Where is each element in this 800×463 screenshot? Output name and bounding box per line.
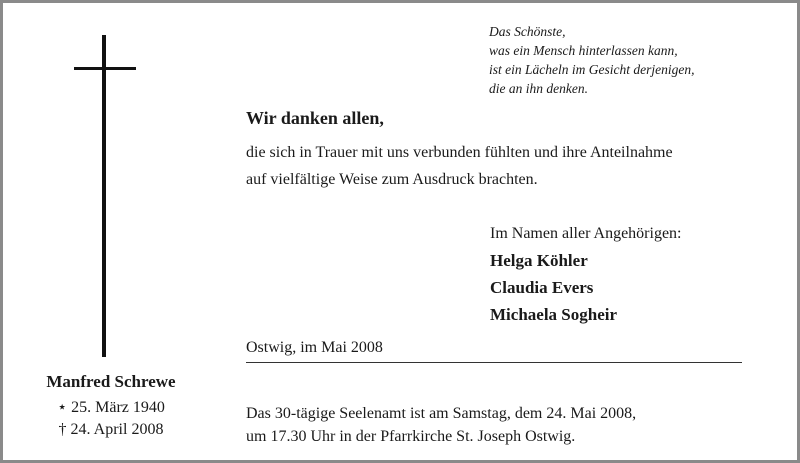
- place-date: Ostwig, im Mai 2008: [246, 339, 383, 356]
- signer-name: Michaela Sogheir: [490, 305, 618, 324]
- mass-notice: [246, 402, 636, 448]
- quote-line: die an ihn denken.: [489, 81, 588, 96]
- notice-line: um 17.30 Uhr in der Pfarrkirche St. Joseph Ostwig.: [246, 428, 576, 445]
- death-date: † 24. April 2008: [58, 421, 164, 438]
- signer-name: Claudia Evers: [490, 278, 594, 297]
- cross-icon-bar: [74, 67, 136, 70]
- memorial-quote: [489, 22, 694, 98]
- thanks-line: die sich in Trauer mit uns verbunden fühlten und ihre Anteilnahme: [246, 144, 673, 161]
- divider: [246, 362, 742, 363]
- quote-line: was ein Mensch hinterlassen kann,: [489, 43, 678, 58]
- thanks-text: [246, 139, 673, 193]
- birth-date: ⋆ 25. März 1940: [57, 399, 165, 416]
- notice-line: Das 30-tägige Seelenamt ist am Samstag, dem 24. Mai 2008,: [246, 405, 637, 422]
- cross-icon: [102, 35, 106, 357]
- deceased-name: Manfred Schrewe: [46, 372, 176, 391]
- deceased-block: [13, 371, 209, 441]
- thanks-line: auf vielfältige Weise zum Ausdruck brachten.: [246, 171, 538, 188]
- quote-line: ist ein Lächeln im Gesicht derjenigen,: [489, 62, 695, 77]
- thanks-heading: Wir danken allen,: [246, 108, 384, 128]
- signers-block: [490, 222, 682, 328]
- quote-line: Das Schönste,: [489, 24, 566, 39]
- signer-name: Helga Köhler: [490, 251, 588, 270]
- signers-intro: Im Namen aller Angehörigen:: [490, 225, 682, 242]
